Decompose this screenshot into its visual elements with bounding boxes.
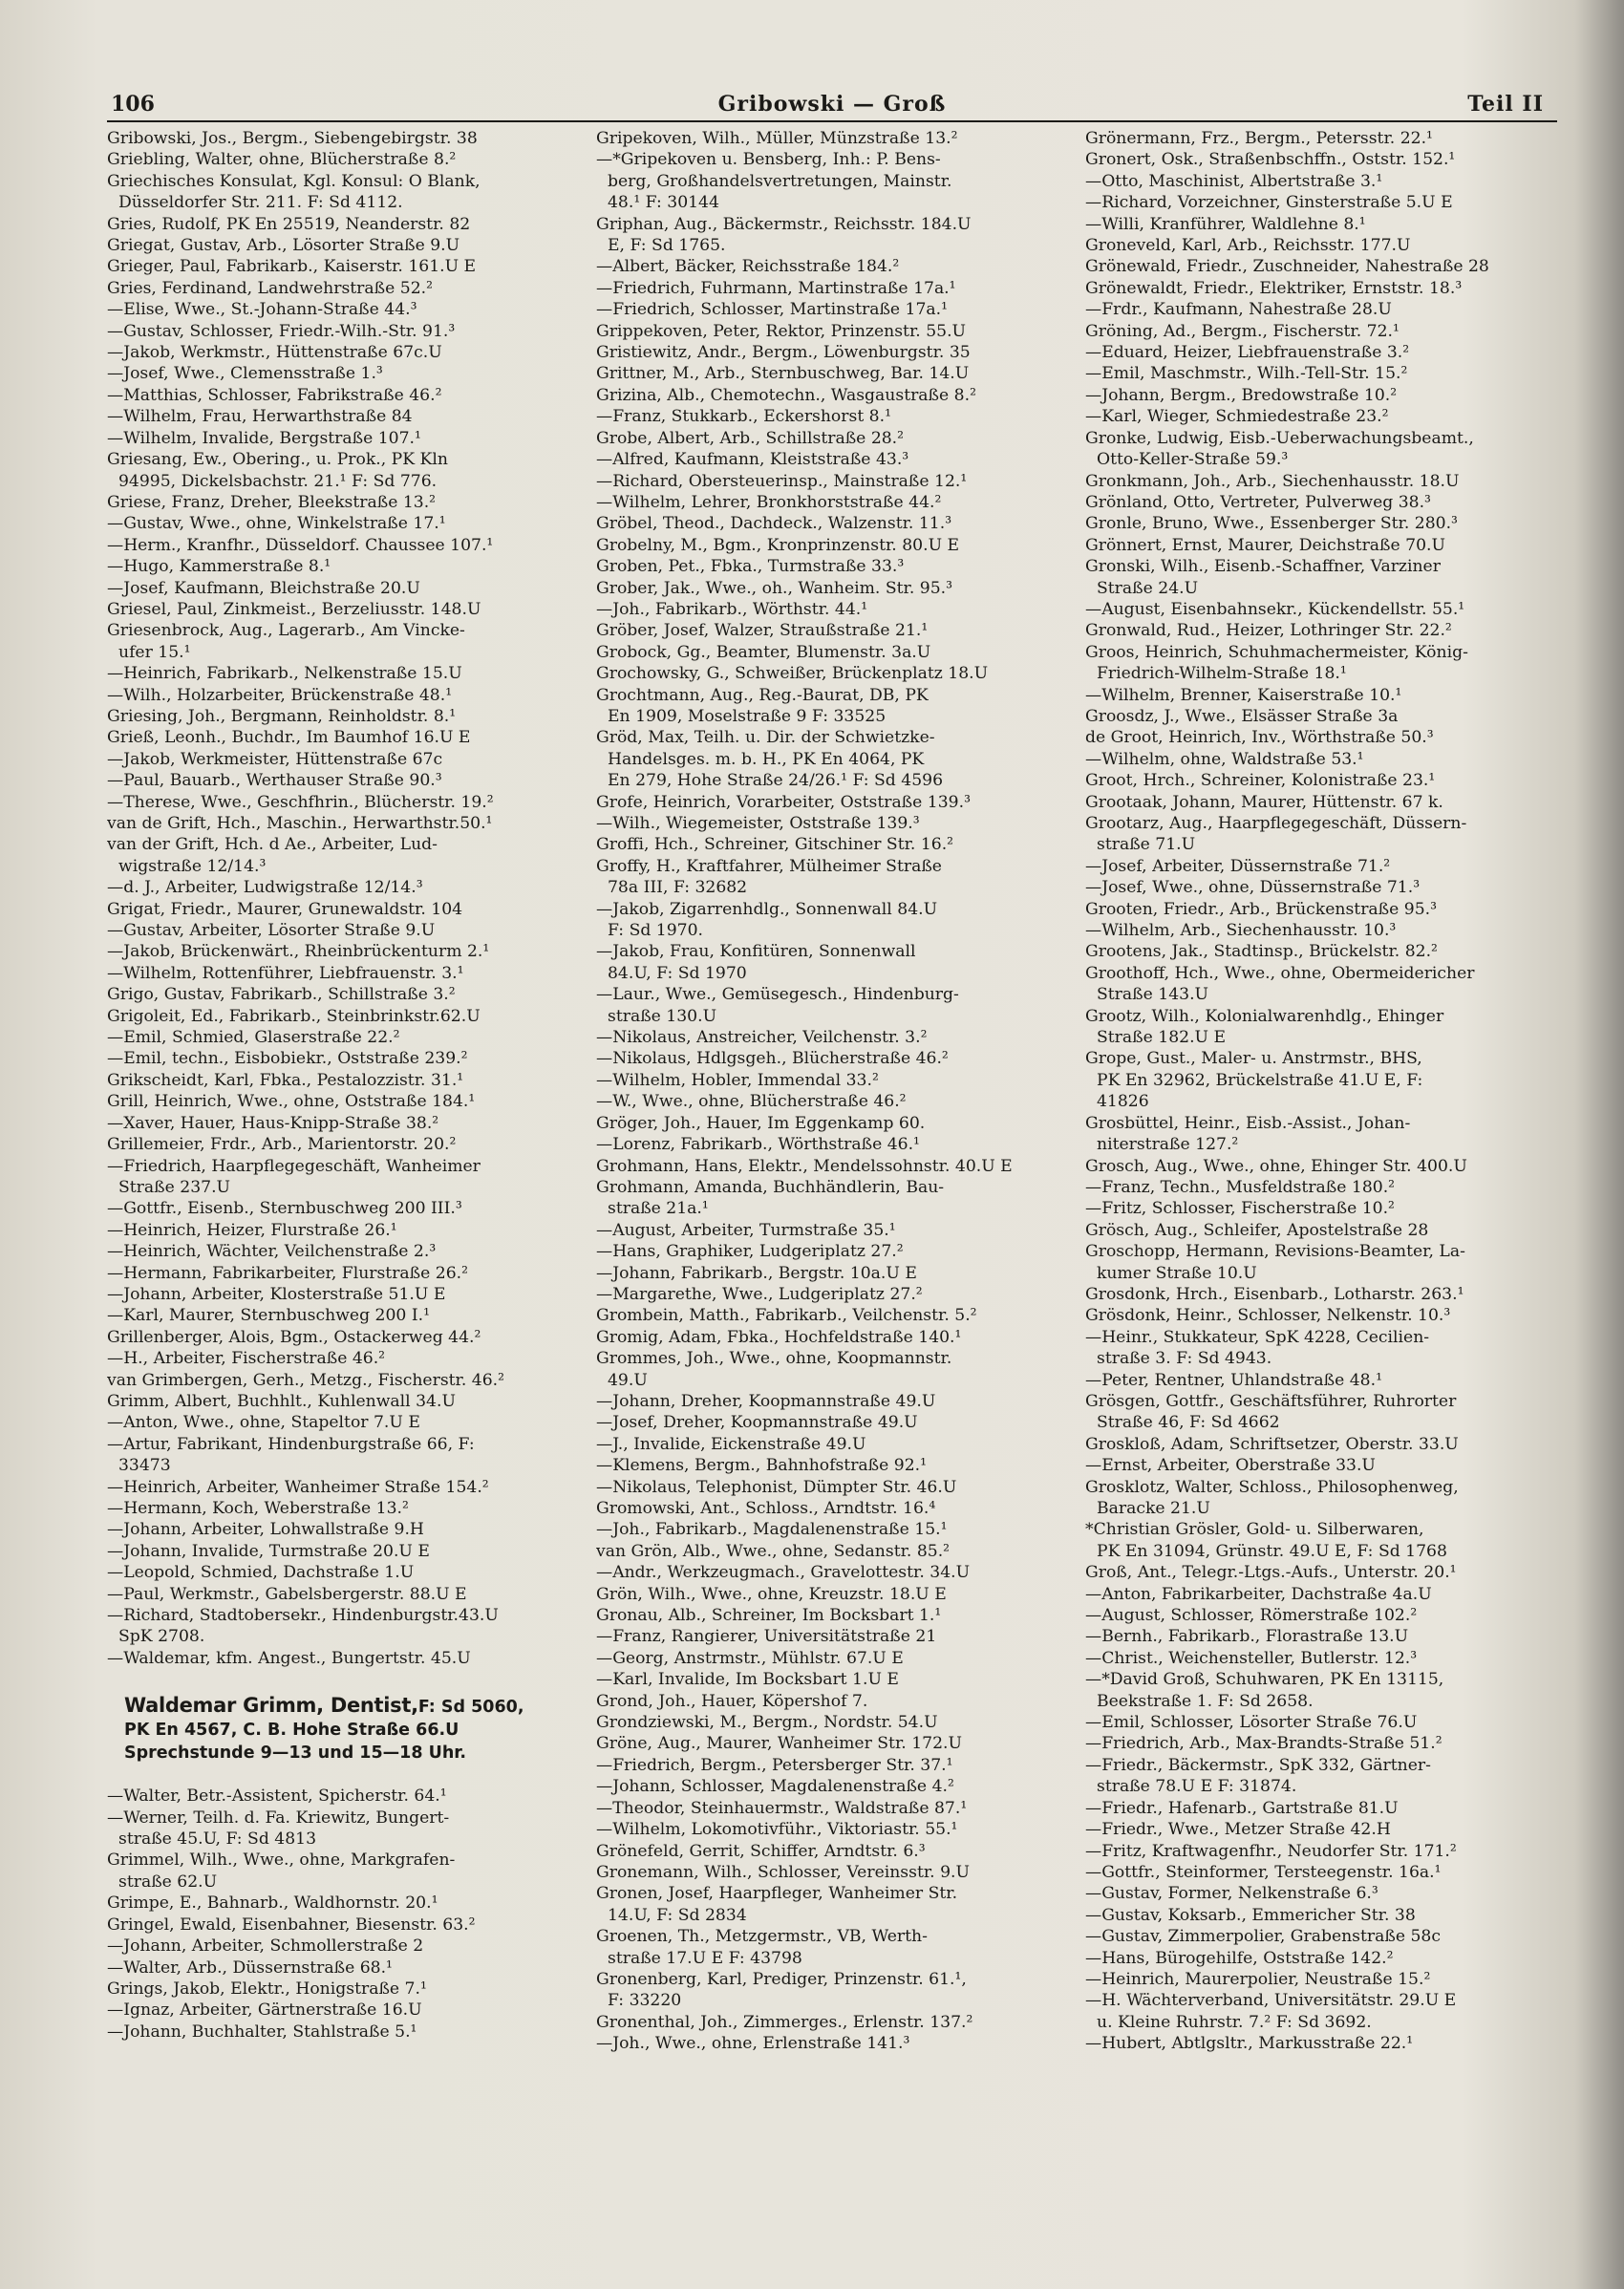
directory-entry: Griesenbrock, Aug., Lagerarb., Am Vincke- bbox=[107, 621, 465, 641]
directory-entry: ufer 15.¹ bbox=[118, 642, 191, 662]
ad-hours: Sprechstunde 9—13 und 15—18 Uhr. bbox=[124, 1743, 467, 1764]
directory-entry: Grosbüttel, Heinr., Eisb.-Assist., Johan- bbox=[1085, 1113, 1411, 1133]
directory-entry: Groos, Heinrich, Schuhmachermeister, König- bbox=[1085, 642, 1468, 662]
directory-entry: straße 71.U bbox=[1097, 835, 1196, 855]
ad-phone: F: Sd 5060, bbox=[417, 1698, 524, 1718]
directory-entry: —August, Arbeiter, Turmstraße 35.¹ bbox=[596, 1220, 896, 1240]
directory-entry: —Hubert, Abtlgsltr., Markusstraße 22.¹ bbox=[1085, 2034, 1414, 2054]
directory-entry: —Lorenz, Fabrikarb., Wörthstraße 46.¹ bbox=[596, 1135, 920, 1155]
columns bbox=[107, 128, 1557, 2055]
directory-entry: van der Grift, Hch. d Ae., Arbeiter, Lud- bbox=[107, 835, 438, 855]
directory-entry: —W., Wwe., ohne, Blücherstraße 46.² bbox=[596, 1092, 907, 1112]
directory-entry: Grochtmann, Aug., Reg.-Baurat, DB, PK bbox=[596, 685, 929, 705]
directory-entry: Grommes, Joh., Wwe., ohne, Koopmannstr. bbox=[596, 1349, 952, 1369]
directory-entry: —Hans, Graphiker, Ludgeriplatz 27.² bbox=[596, 1242, 904, 1262]
directory-entry: —Otto, Maschinist, Albertstraße 3.¹ bbox=[1085, 171, 1383, 191]
directory-entry: —Heinrich, Heizer, Flurstraße 26.¹ bbox=[107, 1220, 397, 1240]
directory-entry: —Gottfr., Eisenb., Sternbuschweg 200 III.³ bbox=[107, 1199, 462, 1219]
directory-entry: *Christian Grösler, Gold- u. Silberwaren, bbox=[1085, 1520, 1424, 1540]
directory-entry: —Bernh., Fabrikarb., Florastraße 13.U bbox=[1085, 1627, 1409, 1647]
directory-entry: Grootarz, Aug., Haarpflegegeschäft, Düssern- bbox=[1085, 814, 1467, 833]
directory-entry: —Frdr., Kaufmann, Nahestraße 28.U bbox=[1085, 300, 1392, 320]
directory-entry: —Karl, Invalide, Im Bocksbart 1.U E bbox=[596, 1670, 899, 1690]
directory-entry: Griechisches Konsulat, Kgl. Konsul: O Blank, bbox=[107, 171, 481, 191]
directory-entry: SpK 2708. bbox=[118, 1627, 205, 1647]
directory-entry: Grobelny, M., Bgm., Kronprinzenstr. 80.U E bbox=[596, 535, 960, 555]
directory-entry: —Hermann, Koch, Weberstraße 13.² bbox=[107, 1499, 409, 1518]
directory-entry: —Waldemar, kfm. Angest., Bungertstr. 45.U bbox=[107, 1648, 471, 1668]
directory-entry: En 1909, Moselstraße 9 F: 33525 bbox=[608, 706, 887, 726]
directory-entry: 94995, Dickelsbachstr. 21.¹ F: Sd 776. bbox=[118, 471, 438, 491]
section-label: Teil II bbox=[1467, 92, 1544, 117]
directory-entry: Grieß, Leonh., Buchdr., Im Baumhof 16.U E bbox=[107, 728, 471, 748]
directory-entry: —Walter, Arb., Düssernstraße 68.¹ bbox=[107, 1957, 393, 1978]
directory-entry: Griegat, Gustav, Arb., Lösorter Straße 9.U bbox=[107, 236, 460, 256]
directory-entry: straße 17.U E F: 43798 bbox=[608, 1948, 802, 1968]
directory-entry: Straße 182.U E bbox=[1097, 1028, 1227, 1048]
directory-entry: E, F: Sd 1765. bbox=[608, 236, 726, 256]
directory-entry: 48.¹ F: 30144 bbox=[608, 193, 719, 213]
directory-entry: Baracke 21.U bbox=[1097, 1499, 1210, 1518]
directory-entry: —Leopold, Schmied, Dachstraße 1.U bbox=[107, 1563, 415, 1583]
directory-entry: van Grimbergen, Gerh., Metzg., Fischerstr. 46.² bbox=[107, 1370, 505, 1390]
directory-entry: —Klemens, Bergm., Bahnhofstraße 92.¹ bbox=[596, 1456, 928, 1476]
directory-entry: —Hermann, Fabrikarbeiter, Flurstraße 26.² bbox=[107, 1263, 469, 1283]
directory-entry: Grings, Jakob, Elektr., Honigstraße 7.¹ bbox=[107, 1979, 427, 1999]
directory-entry: Grondziewski, M., Bergm., Nordstr. 54.U bbox=[596, 1713, 938, 1733]
directory-entry: —Wilhelm, Brenner, Kaiserstraße 10.¹ bbox=[1085, 685, 1402, 705]
directory-entry: —Werner, Teilh. d. Fa. Kriewitz, Bungert- bbox=[107, 1808, 450, 1828]
directory-entry: Gronski, Wilh., Eisenb.-Schaffner, Varziner bbox=[1085, 557, 1441, 577]
directory-entry: Straße 143.U bbox=[1097, 985, 1209, 1005]
directory-entry: —Wilhelm, Lehrer, Bronkhorststraße 44.² bbox=[596, 492, 942, 512]
directory-entry: —Matthias, Schlosser, Fabrikstraße 46.² bbox=[107, 385, 442, 405]
directory-entry: —Johann, Buchhalter, Stahlstraße 5.¹ bbox=[107, 2022, 417, 2042]
directory-entry: —Wilhelm, Rottenführer, Liebfrauenstr. 3.¹ bbox=[107, 963, 464, 983]
column-1-bottom bbox=[107, 1786, 579, 2043]
directory-entry: Groosdz, J., Wwe., Elsässer Straße 3a bbox=[1085, 706, 1399, 726]
directory-entry: 33473 bbox=[118, 1456, 171, 1476]
directory-entry: Gronemann, Wilh., Schlosser, Vereinsstr. 9.U bbox=[596, 1862, 970, 1882]
directory-entry: Grootz, Wilh., Kolonialwarenhdlg., Ehinger bbox=[1085, 1006, 1444, 1026]
directory-entry: —Emil, Schlosser, Lösorter Straße 76.U bbox=[1085, 1713, 1418, 1733]
directory-entry: Grösgen, Gottfr., Geschäftsführer, Ruhrorter bbox=[1085, 1391, 1457, 1411]
directory-entry: Gronert, Osk., Straßenbschffn., Oststr. 152.¹ bbox=[1085, 150, 1456, 170]
directory-entry: berg, Großhandelsvertretungen, Mainstr. bbox=[608, 171, 952, 191]
column-1-top bbox=[107, 128, 579, 1669]
directory-entry: —Gottfr., Steinformer, Tersteegenstr. 16a.¹ bbox=[1085, 1862, 1442, 1882]
directory-entry: F: 33220 bbox=[608, 1991, 682, 2011]
directory-entry: —Gustav, Zimmerpolier, Grabenstraße 58c bbox=[1085, 1927, 1441, 1947]
directory-entry: wigstraße 12/14.³ bbox=[118, 856, 267, 876]
directory-entry: —Joh., Wwe., ohne, Erlenstraße 141.³ bbox=[596, 2034, 910, 2054]
directory-entry: Gronenthal, Joh., Zimmerges., Erlenstr. 137.² bbox=[596, 2012, 973, 2032]
directory-entry: Grillenberger, Alois, Bgm., Ostackerweg 44.² bbox=[107, 1327, 481, 1347]
directory-entry: straße 21a.¹ bbox=[608, 1199, 709, 1219]
directory-entry: Grosklotz, Walter, Schloss., Philosophenweg, bbox=[1085, 1477, 1459, 1497]
directory-entry: —Josef, Kaufmann, Bleichstraße 20.U bbox=[107, 578, 420, 598]
directory-entry: Grimmel, Wilh., Wwe., ohne, Markgrafen- bbox=[107, 1850, 456, 1871]
directory-entry: van Grön, Alb., Wwe., ohne, Sedanstr. 85.² bbox=[596, 1541, 951, 1561]
directory-entry: Handelsges. m. b. H., PK En 4064, PK bbox=[608, 749, 925, 769]
directory-entry: Groothoff, Hch., Wwe., ohne, Obermeidericher bbox=[1085, 963, 1475, 983]
directory-entry: —*David Groß, Schuhwaren, PK En 13115, bbox=[1085, 1670, 1444, 1690]
directory-entry: Düsseldorfer Str. 211. F: Sd 4112. bbox=[118, 193, 403, 213]
directory-entry: Grope, Gust., Maler- u. Anstrmstr., BHS, bbox=[1085, 1049, 1422, 1069]
directory-entry: —Willi, Kranführer, Waldlehne 8.¹ bbox=[1085, 214, 1366, 234]
directory-entry: Grosdonk, Hrch., Eisenbarb., Lotharstr. 263.¹ bbox=[1085, 1284, 1464, 1304]
directory-entry: —Hans, Bürogehilfe, Oststraße 142.² bbox=[1085, 1948, 1394, 1968]
directory-entry: Gringel, Ewald, Eisenbahner, Biesenstr. 63.² bbox=[107, 1915, 476, 1935]
directory-entry: —Josef, Dreher, Koopmannstraße 49.U bbox=[596, 1413, 918, 1433]
directory-entry: Grohmann, Amanda, Buchhändlerin, Bau- bbox=[596, 1177, 945, 1197]
directory-entry: —Heinrich, Wächter, Veilchenstraße 2.³ bbox=[107, 1242, 437, 1262]
directory-entry: Grösdonk, Heinr., Schlosser, Nelkenstr. 10.³ bbox=[1085, 1306, 1451, 1326]
directory-entry: —Gustav, Arbeiter, Lösorter Straße 9.U bbox=[107, 921, 436, 941]
directory-entry: —Walter, Betr.-Assistent, Spicherstr. 64.¹ bbox=[107, 1786, 447, 1807]
directory-entry: —August, Eisenbahnsekr., Kückendellstr. 55.¹ bbox=[1085, 599, 1465, 619]
directory-entry: van de Grift, Hch., Maschin., Herwarthstr.50.¹ bbox=[107, 814, 493, 833]
directory-entry: Grober, Jak., Wwe., oh., Wanheim. Str. 95.³ bbox=[596, 578, 953, 598]
directory-entry: niterstraße 127.² bbox=[1097, 1135, 1239, 1155]
directory-entry: Grönnert, Ernst, Maurer, Deichstraße 70.U bbox=[1085, 535, 1445, 555]
directory-entry: —*Gripekoven u. Bensberg, Inh.: P. Bens- bbox=[596, 150, 941, 170]
directory-entry: Groß, Ant., Telegr.-Ltgs.-Aufs., Unterstr. 20.¹ bbox=[1085, 1563, 1457, 1583]
directory-entry: 78a III, F: 32682 bbox=[608, 878, 748, 898]
directory-entry: Grill, Heinrich, Wwe., ohne, Oststraße 184.¹ bbox=[107, 1092, 476, 1112]
ad-name: Waldemar Grimm, Dentist, bbox=[124, 1694, 418, 1718]
directory-entry: —Jakob, Frau, Konfitüren, Sonnenwall bbox=[596, 942, 916, 962]
directory-entry: Groot, Hrch., Schreiner, Kolonistraße 23.¹ bbox=[1085, 771, 1436, 791]
directory-entry: Gronenberg, Karl, Prediger, Prinzenstr. 61.¹, bbox=[596, 1969, 967, 1989]
directory-entry: —Nikolaus, Telephonist, Dümpter Str. 46.U bbox=[596, 1477, 957, 1497]
directory-entry: —Franz, Stukkarb., Eckershorst 8.¹ bbox=[596, 407, 891, 427]
directory-entry: Griphan, Aug., Bäckermstr., Reichsstr. 184.U bbox=[596, 214, 972, 234]
directory-entry: —Paul, Bauarb., Werthauser Straße 90.³ bbox=[107, 771, 442, 791]
directory-entry: straße 62.U bbox=[118, 1872, 218, 1892]
column-1 bbox=[107, 128, 579, 2055]
directory-entry: —Johann, Arbeiter, Lohwallstraße 9.H bbox=[107, 1520, 424, 1540]
directory-entry: Gröbel, Theod., Dachdeck., Walzenstr. 11.³ bbox=[596, 514, 952, 534]
directory-entry: —Josef, Wwe., ohne, Düssernstraße 71.³ bbox=[1085, 878, 1421, 898]
directory-entry: Groffi, Hch., Schreiner, Gitschiner Str. 16.² bbox=[596, 835, 954, 855]
directory-entry: Gronkmann, Joh., Arb., Siechenhausstr. 18.U bbox=[1085, 471, 1460, 491]
directory-entry: Gröd, Max, Teilh. u. Dir. der Schwietzke- bbox=[596, 728, 935, 748]
directory-entry: —Gustav, Former, Nelkenstraße 6.³ bbox=[1085, 1884, 1378, 1904]
directory-entry: —Fritz, Schlosser, Fischerstraße 10.² bbox=[1085, 1199, 1395, 1219]
directory-entry: PK En 32962, Brückelstraße 41.U E, F: bbox=[1097, 1070, 1423, 1090]
directory-entry: straße 130.U bbox=[608, 1006, 717, 1026]
directory-entry: straße 45.U, F: Sd 4813 bbox=[118, 1829, 317, 1850]
directory-entry: —Paul, Werkmstr., Gabelsbergerstr. 88.U E bbox=[107, 1584, 467, 1604]
directory-entry: —Joh., Fabrikarb., Magdalenenstraße 15.¹ bbox=[596, 1520, 948, 1540]
directory-entry: —Friedr., Wwe., Metzer Straße 42.H bbox=[1085, 1820, 1391, 1840]
directory-entry: —Karl, Wieger, Schmiedestraße 23.² bbox=[1085, 407, 1389, 427]
page-header bbox=[107, 88, 1557, 122]
directory-entry: Gripekoven, Wilh., Müller, Münzstraße 13.² bbox=[596, 129, 958, 148]
directory-entry: de Groot, Heinrich, Inv., Wörthstraße 50.³ bbox=[1085, 728, 1434, 748]
directory-entry: Grillemeier, Frdr., Arb., Marientorstr. 20.² bbox=[107, 1135, 457, 1155]
directory-entry: —Richard, Vorzeichner, Ginsterstraße 5.U E bbox=[1085, 193, 1453, 213]
directory-entry: Griesang, Ew., Obering., u. Prok., PK Kln bbox=[107, 450, 448, 470]
directory-entry: Gries, Rudolf, PK En 25519, Neanderstr. 82 bbox=[107, 214, 471, 234]
directory-entry: —Nikolaus, Anstreicher, Veilchenstr. 3.² bbox=[596, 1028, 928, 1048]
directory-entry: —August, Schlosser, Römerstraße 102.² bbox=[1085, 1606, 1418, 1626]
directory-entry: Grigo, Gustav, Fabrikarb., Schillstraße 3.² bbox=[107, 985, 456, 1005]
advertisement bbox=[124, 1694, 579, 1765]
directory-entry: —J., Invalide, Eickenstraße 49.U bbox=[596, 1434, 866, 1454]
directory-entry: —Wilhelm, ohne, Waldstraße 53.¹ bbox=[1085, 749, 1364, 769]
directory-entry: Grobock, Gg., Beamter, Blumenstr. 3a.U bbox=[596, 642, 931, 662]
directory-entry: —Emil, techn., Eisbobiekr., Oststraße 239.² bbox=[107, 1049, 468, 1069]
directory-entry: —Jakob, Werkmstr., Hüttenstraße 67c.U bbox=[107, 343, 442, 363]
directory-entry: Grieger, Paul, Fabrikarb., Kaiserstr. 161.U E bbox=[107, 257, 477, 277]
directory-entry: —Wilhelm, Lokomotivführ., Viktoriastr. 55.¹ bbox=[596, 1820, 958, 1840]
directory-entry: —Ignaz, Arbeiter, Gärtnerstraße 16.U bbox=[107, 2000, 422, 2021]
directory-entry: Griese, Franz, Dreher, Bleekstraße 13.² bbox=[107, 492, 437, 512]
directory-entry: Grochowsky, G., Schweißer, Brückenplatz 18.U bbox=[596, 664, 989, 684]
directory-entry: Groschopp, Hermann, Revisions-Beamter, La- bbox=[1085, 1242, 1465, 1262]
directory-entry: —Wilhelm, Hobler, Immendal 33.² bbox=[596, 1070, 879, 1090]
directory-entry: Gronwald, Rud., Heizer, Lothringer Str. 22.² bbox=[1085, 621, 1452, 641]
directory-entry: Straße 46, F: Sd 4662 bbox=[1097, 1413, 1280, 1433]
directory-entry: —Artur, Fabrikant, Hindenburgstraße 66, F: bbox=[107, 1434, 475, 1454]
directory-entry: —Richard, Stadtobersekr., Hindenburgstr.43.U bbox=[107, 1606, 499, 1626]
column-2 bbox=[596, 128, 1068, 2055]
directory-entry: —Andr., Werkzeugmach., Gravelottestr. 34.U bbox=[596, 1563, 971, 1583]
directory-entry: —Nikolaus, Hdlgsgeh., Blücherstraße 46.² bbox=[596, 1049, 949, 1069]
directory-entry: Gries, Ferdinand, Landwehrstraße 52.² bbox=[107, 278, 433, 298]
directory-entry: —Heinrich, Fabrikarb., Nelkenstraße 15.U bbox=[107, 664, 462, 684]
directory-entry: —Eduard, Heizer, Liebfrauenstraße 3.² bbox=[1085, 343, 1410, 363]
directory-entry: —Gustav, Schlosser, Friedr.-Wilh.-Str. 91.³ bbox=[107, 321, 456, 341]
directory-entry: —Friedrich, Fuhrmann, Martinstraße 17a.¹ bbox=[596, 278, 956, 298]
directory-entry: Gromig, Adam, Fbka., Hochfeldstraße 140.¹ bbox=[596, 1327, 962, 1347]
directory-entry: —H., Arbeiter, Fischerstraße 46.² bbox=[107, 1349, 386, 1369]
directory-entry: —Friedrich, Haarpflegegeschäft, Wanheimer bbox=[107, 1156, 481, 1176]
directory-entry: Grond, Joh., Hauer, Köpershof 7. bbox=[596, 1691, 868, 1711]
directory-entry: —Wilhelm, Frau, Herwarthstraße 84 bbox=[107, 407, 413, 427]
directory-entry: —Wilhelm, Invalide, Bergstraße 107.¹ bbox=[107, 428, 421, 448]
directory-entry: —d. J., Arbeiter, Ludwigstraße 12/14.³ bbox=[107, 878, 423, 898]
directory-entry: Straße 237.U bbox=[118, 1177, 231, 1197]
column-3 bbox=[1085, 128, 1557, 2055]
directory-entry: —Anton, Fabrikarbeiter, Dachstraße 4a.U bbox=[1085, 1584, 1432, 1604]
directory-entry: 84.U, F: Sd 1970 bbox=[608, 963, 747, 983]
directory-entry: Groben, Pet., Fbka., Turmstraße 33.³ bbox=[596, 557, 905, 577]
directory-entry: Gröber, Josef, Walzer, Straußstraße 21.¹ bbox=[596, 621, 929, 641]
directory-entry: —Gustav, Wwe., ohne, Winkelstraße 17.¹ bbox=[107, 514, 446, 534]
directory-entry: Gröne, Aug., Maurer, Wanheimer Str. 172.U bbox=[596, 1734, 962, 1754]
directory-entry: Grönewald, Friedr., Zuschneider, Nahestraße 28 bbox=[1085, 257, 1489, 277]
directory-entry: Grombein, Matth., Fabrikarb., Veilchenstr. 5.² bbox=[596, 1306, 977, 1326]
directory-entry: Groskloß, Adam, Schriftsetzer, Oberstr. 33.U bbox=[1085, 1434, 1459, 1454]
directory-entry: F: Sd 1970. bbox=[608, 921, 704, 941]
directory-entry: —Anton, Wwe., ohne, Stapeltor 7.U E bbox=[107, 1413, 420, 1433]
ad-address: PK En 4567, C. B. Hohe Straße 66.U bbox=[124, 1721, 459, 1741]
directory-entry: Griesing, Joh., Bergmann, Reinholdstr. 8.¹ bbox=[107, 706, 457, 726]
directory-entry: Grönewaldt, Friedr., Elektriker, Ernststr. 18.³ bbox=[1085, 278, 1463, 298]
directory-entry: —Johann, Arbeiter, Schmollerstraße 2 bbox=[107, 1936, 424, 1957]
directory-entry: —Franz, Rangierer, Universitätstraße 21 bbox=[596, 1627, 937, 1647]
directory-entry: —Margarethe, Wwe., Ludgeriplatz 27.² bbox=[596, 1284, 923, 1304]
directory-entry: Gribowski, Jos., Bergm., Siebengebirgstr. 38 bbox=[107, 129, 478, 148]
directory-entry: Groneveld, Karl, Arb., Reichsstr. 177.U bbox=[1085, 236, 1411, 256]
directory-entry: Gronle, Bruno, Wwe., Essenberger Str. 280.³ bbox=[1085, 514, 1458, 534]
directory-entry: —Johann, Bergm., Bredowstraße 10.² bbox=[1085, 385, 1398, 405]
page-number: 106 bbox=[111, 92, 155, 117]
directory-entry: —Friedrich, Bergm., Petersberger Str. 37.¹ bbox=[596, 1755, 953, 1775]
directory-entry: —Heinrich, Maurerpolier, Neustraße 15.² bbox=[1085, 1969, 1431, 1989]
directory-entry: —Friedr., Bäckermstr., SpK 332, Gärtner- bbox=[1085, 1755, 1431, 1775]
directory-entry: Grigoleit, Ed., Fabrikarb., Steinbrinkstr.62.U bbox=[107, 1006, 481, 1026]
directory-entry: —Herm., Kranfhr., Düsseldorf. Chaussee 107.¹ bbox=[107, 535, 494, 555]
directory-entry: Griebling, Walter, ohne, Blücherstraße 8.² bbox=[107, 150, 457, 170]
directory-entry: —Xaver, Hauer, Haus-Knipp-Straße 38.² bbox=[107, 1113, 439, 1133]
directory-entry: Grootens, Jak., Stadtinsp., Brückelstr. 82.² bbox=[1085, 942, 1438, 962]
directory-entry: —Ernst, Arbeiter, Oberstraße 33.U bbox=[1085, 1456, 1376, 1476]
directory-entry: —Georg, Anstrmstr., Mühlstr. 67.U E bbox=[596, 1648, 904, 1668]
directory-entry: Otto-Keller-Straße 59.³ bbox=[1097, 450, 1289, 470]
directory-entry: 49.U bbox=[608, 1370, 648, 1390]
directory-entry: Grootaak, Johann, Maurer, Hüttenstr. 67 k. bbox=[1085, 792, 1443, 812]
directory-entry: —Karl, Maurer, Sternbuschweg 200 I.¹ bbox=[107, 1306, 430, 1326]
directory-entry: —Jakob, Zigarrenhdlg., Sonnenwall 84.U bbox=[596, 899, 938, 919]
directory-entry: Griesel, Paul, Zinkmeist., Berzeliusstr. 148.U bbox=[107, 599, 481, 619]
directory-entry: Gröger, Joh., Hauer, Im Eggenkamp 60. bbox=[596, 1113, 926, 1133]
directory-entry: —Laur., Wwe., Gemüsegesch., Hindenburg- bbox=[596, 985, 959, 1005]
directory-entry: kumer Straße 10.U bbox=[1097, 1263, 1257, 1283]
directory-entry: Grönermann, Frz., Bergm., Petersstr. 22.¹ bbox=[1085, 129, 1433, 148]
directory-entry: —Elise, Wwe., St.-Johann-Straße 44.³ bbox=[107, 300, 417, 320]
directory-entry: Grigat, Friedr., Maurer, Grunewaldstr. 104 bbox=[107, 899, 463, 919]
directory-entry: —Johann, Fabrikarb., Bergstr. 10a.U E bbox=[596, 1263, 917, 1283]
directory-entry: PK En 31094, Grünstr. 49.U E, F: Sd 1768 bbox=[1097, 1541, 1447, 1561]
directory-entry: —Heinr., Stukkateur, SpK 4228, Cecilien- bbox=[1085, 1327, 1430, 1347]
directory-entry: —Heinrich, Arbeiter, Wanheimer Straße 154.² bbox=[107, 1477, 489, 1497]
directory-entry: —Peter, Rentner, Uhlandstraße 48.¹ bbox=[1085, 1370, 1382, 1390]
directory-entry: u. Kleine Ruhrstr. 7.² F: Sd 3692. bbox=[1097, 2012, 1372, 2032]
directory-entry: —Johann, Dreher, Koopmannstraße 49.U bbox=[596, 1391, 936, 1411]
directory-entry: 14.U, F: Sd 2834 bbox=[608, 1905, 747, 1925]
directory-entry: —Richard, Obersteuerinsp., Mainstraße 12.¹ bbox=[596, 471, 968, 491]
directory-entry: Gronke, Ludwig, Eisb.-Ueberwachungsbeamt., bbox=[1085, 428, 1474, 448]
directory-entry: Gristiewitz, Andr., Bergm., Löwenburgstr. 35 bbox=[596, 343, 971, 363]
directory-entry: Gromowski, Ant., Schloss., Arndtstr. 16.⁴ bbox=[596, 1499, 936, 1518]
directory-entry: —Christ., Weichensteller, Butlerstr. 12.³ bbox=[1085, 1648, 1418, 1668]
directory-entry: Grönland, Otto, Vertreter, Pulverweg 38.³ bbox=[1085, 492, 1431, 512]
directory-entry: —Johann, Arbeiter, Klosterstraße 51.U E bbox=[107, 1284, 446, 1304]
directory-entry: Beekstraße 1. F: Sd 2658. bbox=[1097, 1691, 1314, 1711]
directory-entry: Grobe, Albert, Arb., Schillstraße 28.² bbox=[596, 428, 905, 448]
directory-entry: Grön, Wilh., Wwe., ohne, Kreuzstr. 18.U E bbox=[596, 1584, 947, 1604]
directory-entry: —Theodor, Steinhauermstr., Waldstraße 87.¹ bbox=[596, 1798, 968, 1818]
directory-entry: Grimm, Albert, Buchhlt., Kuhlenwall 34.U bbox=[107, 1391, 456, 1411]
directory-entry: —Hugo, Kammerstraße 8.¹ bbox=[107, 557, 331, 577]
directory-entry: —Franz, Techn., Musfeldstraße 180.² bbox=[1085, 1177, 1396, 1197]
directory-entry: Grösch, Aug., Schleifer, Apostelstraße 28 bbox=[1085, 1220, 1429, 1240]
directory-entry: —Alfred, Kaufmann, Kleiststraße 43.³ bbox=[596, 450, 909, 470]
directory-entry: —Jakob, Brückenwärt., Rheinbrückenturm 2.¹ bbox=[107, 942, 490, 962]
directory-entry: Grohmann, Hans, Elektr., Mendelssohnstr. 40.U E bbox=[596, 1156, 1013, 1176]
directory-entry: Gronau, Alb., Schreiner, Im Bocksbart 1.¹ bbox=[596, 1606, 942, 1626]
directory-entry: Grooten, Friedr., Arb., Brückenstraße 95.³ bbox=[1085, 899, 1437, 919]
directory-entry: —Fritz, Kraftwagenfhr., Neudorfer Str. 171.² bbox=[1085, 1841, 1457, 1861]
directory-entry: Grimpe, E., Bahnarb., Waldhornstr. 20.¹ bbox=[107, 1893, 438, 1914]
directory-entry: —Johann, Schlosser, Magdalenenstraße 4.² bbox=[596, 1777, 954, 1797]
directory-entry: —Josef, Arbeiter, Düssernstraße 71.² bbox=[1085, 856, 1391, 876]
directory-entry: En 279, Hohe Straße 24/26.¹ F: Sd 4596 bbox=[608, 771, 944, 791]
directory-entry: 41826 bbox=[1097, 1092, 1149, 1112]
directory-entry: Gröning, Ad., Bergm., Fischerstr. 72.¹ bbox=[1085, 321, 1400, 341]
directory-entry: Grippekoven, Peter, Rektor, Prinzenstr. 55.U bbox=[596, 321, 967, 341]
directory-entry: Friedrich-Wilhelm-Straße 18.¹ bbox=[1097, 664, 1347, 684]
directory-entry: Grosch, Aug., Wwe., ohne, Ehinger Str. 400.U bbox=[1085, 1156, 1467, 1176]
directory-entry: —Wilh., Wiegemeister, Oststraße 139.³ bbox=[596, 814, 920, 833]
directory-entry: —Friedrich, Schlosser, Martinstraße 17a.¹ bbox=[596, 300, 949, 320]
directory-entry: —Jakob, Werkmeister, Hüttenstraße 67c bbox=[107, 749, 443, 769]
directory-entry: —Emil, Schmied, Glaserstraße 22.² bbox=[107, 1028, 400, 1048]
directory-entry: Grikscheidt, Karl, Fbka., Pestalozzistr. 31.¹ bbox=[107, 1070, 464, 1090]
directory-entry: —Johann, Invalide, Turmstraße 20.U E bbox=[107, 1541, 430, 1561]
directory-entry: —Friedr., Hafenarb., Gartstraße 81.U bbox=[1085, 1798, 1399, 1818]
directory-entry: —Friedrich, Arb., Max-Brandts-Straße 51.² bbox=[1085, 1734, 1442, 1754]
directory-entry: —Wilhelm, Arb., Siechenhausstr. 10.³ bbox=[1085, 921, 1397, 941]
directory-entry: Straße 24.U bbox=[1097, 578, 1199, 598]
directory-entry: Grittner, M., Arb., Sternbuschweg, Bar. 14.U bbox=[596, 364, 970, 384]
directory-entry: —Albert, Bäcker, Reichsstraße 184.² bbox=[596, 257, 900, 277]
directory-entry: Groenen, Th., Metzgermstr., VB, Werth- bbox=[596, 1927, 928, 1947]
directory-entry: —Wilh., Holzarbeiter, Brückenstraße 48.¹ bbox=[107, 685, 453, 705]
directory-entry: —Joh., Fabrikarb., Wörthstr. 44.¹ bbox=[596, 599, 868, 619]
running-title: Gribowski — Groß bbox=[717, 92, 947, 117]
directory-entry: Groffy, H., Kraftfahrer, Mülheimer Straße bbox=[596, 856, 942, 876]
directory-entry: —Gustav, Koksarb., Emmericher Str. 38 bbox=[1085, 1905, 1416, 1925]
directory-entry: Grönefeld, Gerrit, Schiffer, Arndtstr. 6.³ bbox=[596, 1841, 926, 1861]
directory-entry: —Emil, Maschmstr., Wilh.-Tell-Str. 15.² bbox=[1085, 364, 1408, 384]
directory-entry: Gronen, Josef, Haarpfleger, Wanheimer Str. bbox=[596, 1884, 958, 1904]
directory-entry: Grofe, Heinrich, Vorarbeiter, Oststraße 139.³ bbox=[596, 792, 971, 812]
directory-entry: —Josef, Wwe., Clemensstraße 1.³ bbox=[107, 364, 383, 384]
directory-entry: straße 78.U E F: 31874. bbox=[1097, 1777, 1297, 1797]
directory-entry: —H. Wächterverband, Universitätstr. 29.U E bbox=[1085, 1991, 1457, 2011]
directory-entry: straße 3. F: Sd 4943. bbox=[1097, 1349, 1272, 1369]
directory-entry: —Therese, Wwe., Geschfhrin., Blücherstr. 19.² bbox=[107, 792, 494, 812]
directory-entry: Grizina, Alb., Chemotechn., Wasgaustraße 8.² bbox=[596, 385, 976, 405]
